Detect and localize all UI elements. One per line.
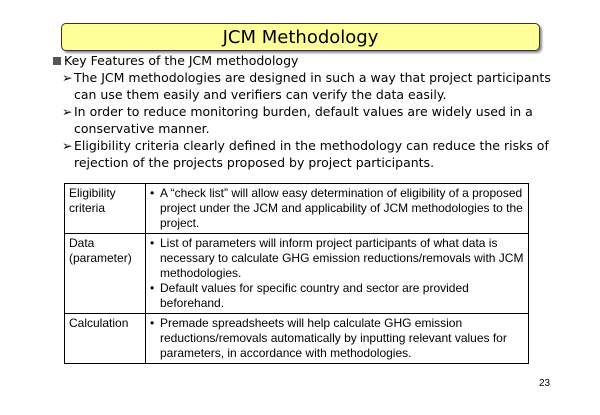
slide-title [61,23,540,51]
description-point [150,281,524,311]
arrow-bullet-icon: ➢ [62,138,73,153]
feature-list [62,69,552,171]
table-row [65,184,529,234]
category-cell: Eligibility criteria [65,184,146,234]
description-text: Default values for specific country and sector are provided beforehand. [160,281,469,310]
dot-bullet-icon: • [150,186,155,200]
feature-item [62,137,552,171]
square-bullet-icon [53,57,61,65]
dot-bullet-icon: • [150,236,155,250]
page-number: 23 [539,378,551,389]
feature-text: In order to reduce monitoring burden, default values are widely used in a conservative manner. [74,104,533,136]
feature-item [62,103,552,137]
table-row [65,314,529,364]
feature-text: The JCM methodologies are designed in such a way that project participants can use them easily and verifiers can verify the data easily. [74,70,551,102]
feature-text: Eligibility criteria clearly defined in the methodology can reduce the risks of rejection of the projects proposed by project participants. [74,138,549,170]
description-point [150,316,524,361]
table-row [65,234,529,314]
dot-bullet-icon: • [150,316,155,330]
description-text: A “check list” will allow easy determination of eligibility of a proposed project under the JCM and applicability of JCM methodologies to the project. [160,186,523,230]
category-cell: Calculation [65,314,146,364]
description-cell [146,234,529,314]
description-cell [146,184,529,234]
description-point [150,186,524,231]
arrow-bullet-icon: ➢ [62,70,73,85]
description-text: Premade spreadsheets will help calculate GHG emission reductions/removals automatically by inputting relevant values for parameters, in accordance with methodologies. [160,316,507,360]
description-text: List of parameters will inform project participants of what data is necessary to calculate GHG emission reductions/removals with JCM methodologies. [160,236,524,280]
feature-item [62,69,552,103]
arrow-bullet-icon: ➢ [62,104,73,119]
key-features-heading: Key Features of the JCM methodology [64,53,299,68]
dot-bullet-icon: • [150,281,155,295]
category-cell: Data (parameter) [65,234,146,314]
slide-title-text: JCM Methodology [222,26,379,48]
features-table [64,183,529,364]
description-point [150,236,524,281]
description-cell [146,314,529,364]
